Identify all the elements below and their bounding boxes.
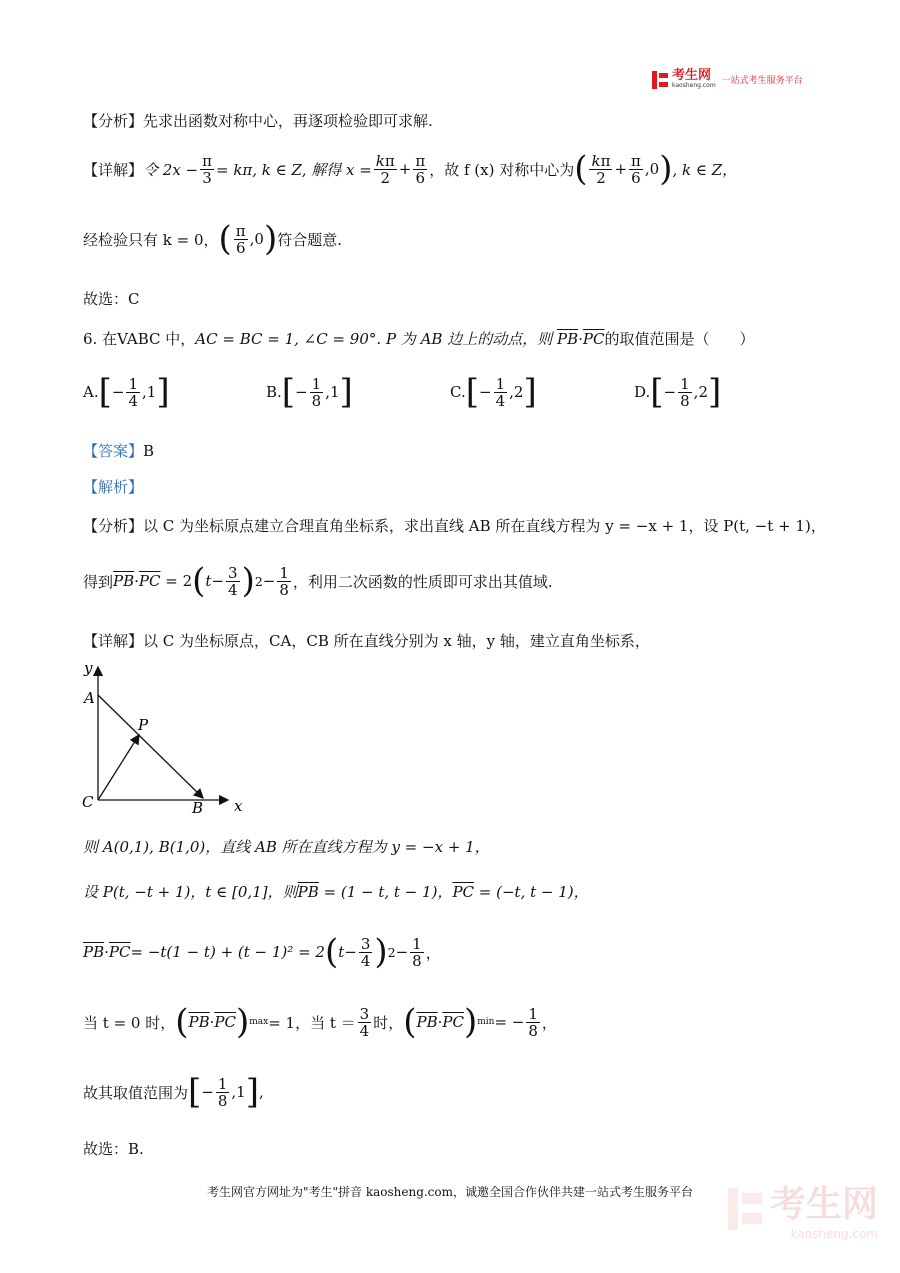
option-d[interactable]: D. [ − $\frac{1}{8}$ , 2 ] bbox=[634, 372, 722, 412]
label-x: x bbox=[234, 797, 243, 815]
logo-domain: kaosheng.com bbox=[672, 82, 716, 89]
coordinate-figure bbox=[78, 655, 258, 820]
q6-analysis-2: 得到 $\overline{PB}$ · $\overline{PC}$ = 2 ( t − $\frac{3}{4}$ ) 2 − $\frac{1}{8}$ ，利用二次函数的性质即可求出其值域. bbox=[83, 561, 553, 601]
fraction: $\frac{\pi}{3}$ bbox=[202, 151, 212, 187]
option-a[interactable]: A. [ − $\frac{1}{4}$ , 1 ] bbox=[83, 372, 170, 412]
label-b: B bbox=[192, 799, 204, 817]
q5-check: 经检验只有 k = 0， ( $\frac{\pi}{6}$ ,0 ) 符合题意. bbox=[83, 219, 342, 259]
option-c[interactable]: C. [ − $\frac{1}{4}$ , 2 ] bbox=[450, 372, 537, 412]
label-y: y bbox=[84, 659, 93, 677]
q6-range-line: 故其取值范围为 [ − $\frac{1}{8}$ ,1 ] , bbox=[83, 1072, 264, 1112]
footer-text: 考生网官方网址为"考生"拼音 kaosheng.com，诚邀全国合作伙伴共建一站式考生服务平台 bbox=[206, 1185, 694, 1199]
logo-text: 考生网 bbox=[672, 68, 712, 83]
q6-when-line: 当 t = 0 时， ( $\overline{PB}$ · $\overline{PC}$ ) max = 1，当 t ＝ $\frac{3}{4}$ 时， ( $\overline{PB}$ · $\overline{PC}$ ) min = − $\frac{1}{8}$ ， bbox=[83, 1002, 557, 1042]
watermark bbox=[728, 1176, 878, 1241]
q6-p-line: 设 P(t, −t + 1)，t ∈ [0,1]，则$\overline{PB} = (1 - t$, t − 1)，$\overline{PC} = (-t$, t − 1)， bbox=[83, 883, 589, 901]
watermark-text: 考生网 bbox=[769, 1184, 878, 1225]
q6-choose: 故选：B. bbox=[83, 1140, 144, 1158]
label-a: A bbox=[84, 689, 95, 707]
segment-ab bbox=[98, 695, 203, 798]
header-logo bbox=[652, 70, 803, 89]
option-b[interactable]: B. [ − $\frac{1}{8}$ , 1 ] bbox=[266, 372, 353, 412]
q6-coords-line: 则 A(0,1), B(1,0)，直线 AB 所在直线方程为 y = −x + 1， bbox=[83, 838, 490, 856]
q6-analysis: 【分析】以 C 为坐标原点建立合理直角坐标系，求出直线 AB 所在直线方程为 y = −x + 1，设 P(t, −t + 1)， bbox=[83, 517, 826, 535]
q6-detail: 【详解】以 C 为坐标原点，CA，CB 所在直线分别为 x 轴，y 轴，建立直角坐标系， bbox=[83, 632, 650, 650]
logo-icon bbox=[652, 71, 668, 89]
label-c: C bbox=[82, 793, 94, 811]
q5-detail: 【详解】 令 2x − $\frac{\pi}{3}$ = kπ, k ∈ Z, 解得 x = $\frac{k\pi}{2}$ + $\frac{\pi}{6}$ ，故 f (x) 对称中心为 ( $\frac{k\pi}{2}$ + $\frac{\pi}{6}$ ,0 ) , k ∈ Z， bbox=[83, 149, 738, 189]
fraction: $\frac{k\pi}{2}$ bbox=[375, 151, 395, 187]
q6-dot-line: $\overline{PB}$ · $\overline{PC}$ = −t(1 − t) + (t − 1)² = 2 ( t − $\frac{3}{4}$ ) 2 − $\frac{1}{8}$ ， bbox=[83, 932, 441, 972]
watermark-domain: kaosheng.com bbox=[790, 1227, 878, 1241]
q5-choose: 故选：C bbox=[83, 290, 140, 308]
q6-answer: 【答案】B bbox=[83, 442, 155, 460]
q6-jiexi-tag: 【解析】 bbox=[83, 478, 144, 496]
q5-analysis: 【分析】先求出函数对称中心，再逐项检验即可求解. bbox=[83, 112, 433, 130]
watermark-logo-icon bbox=[728, 1188, 762, 1230]
q6-stem: 6. 在VABC 中，AC = BC = 1, ∠C = 90°. P 为 AB 边上的动点，则 $\overline{PB}\cdot\overline{PC}$的取值范围是（ ） bbox=[83, 330, 755, 348]
header-slogan: 一站式考生服务平台 bbox=[721, 76, 803, 86]
label-p: P bbox=[138, 716, 149, 734]
vector-pc bbox=[98, 735, 139, 800]
